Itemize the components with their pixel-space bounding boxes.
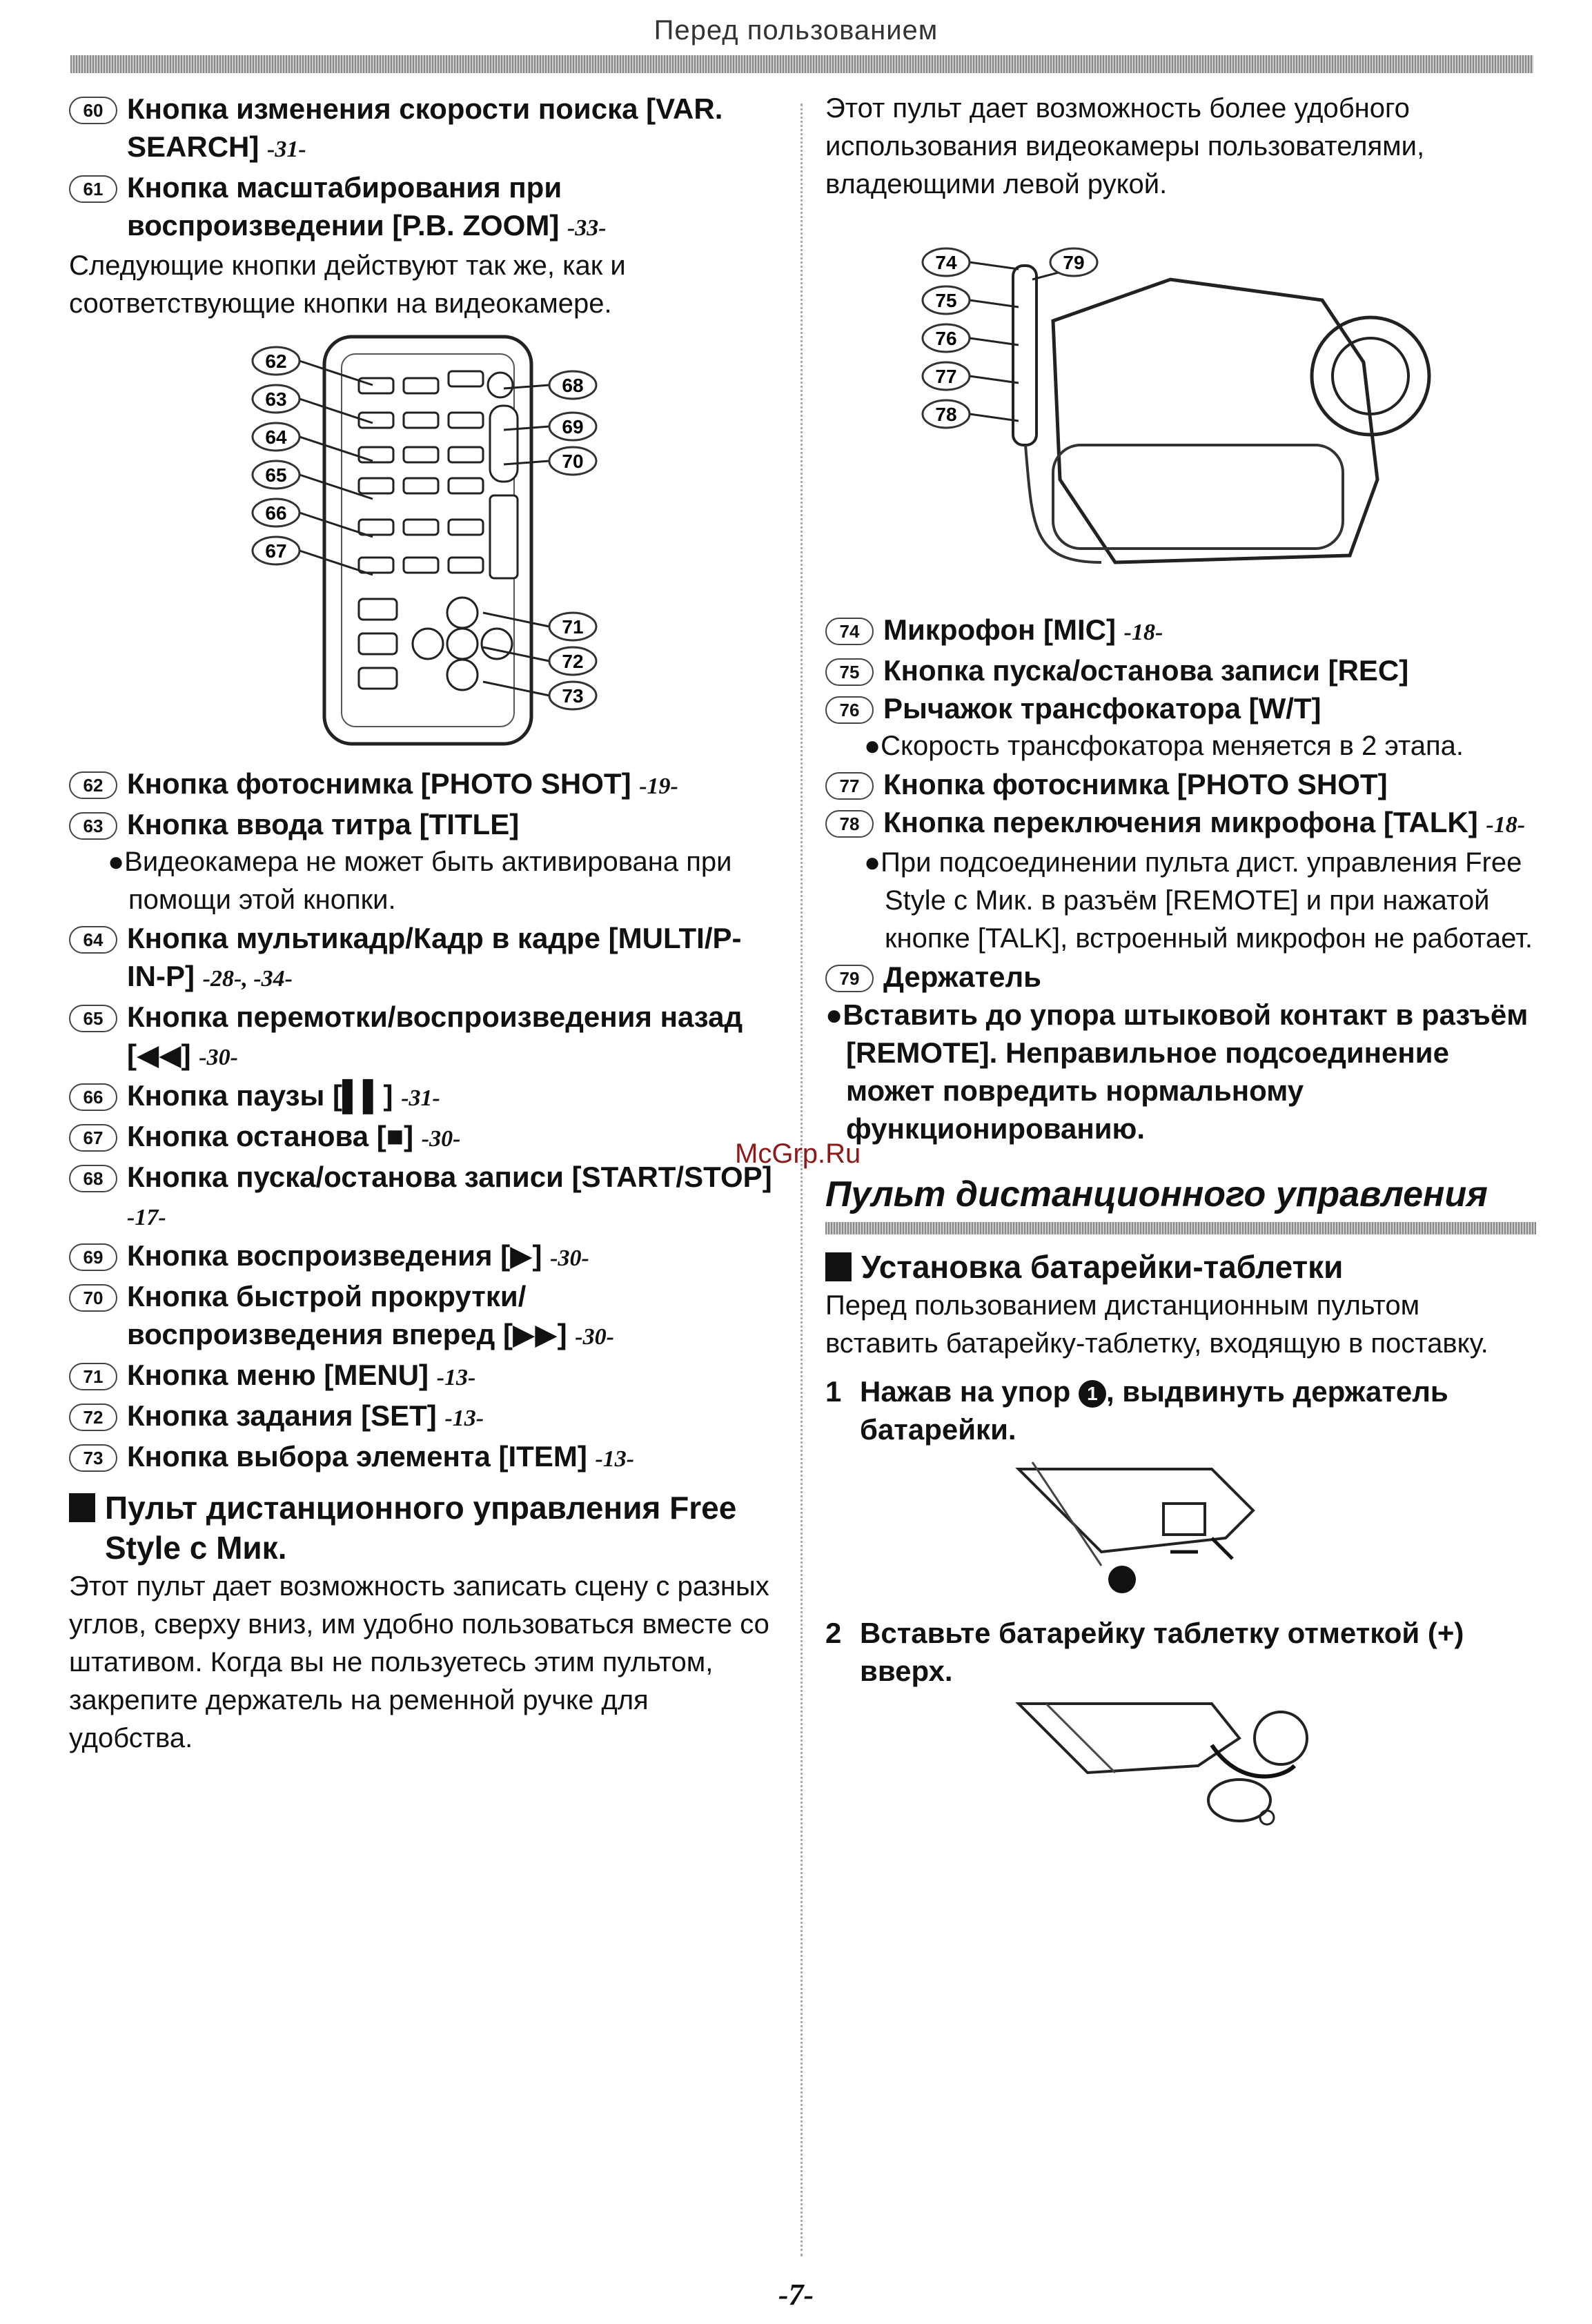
legend-item-60 (69, 90, 780, 168)
callout-74 (923, 248, 1019, 276)
bullet-note: ●Видеокамера не может быть активирована при помощи этой кнопки. (108, 847, 732, 915)
left-hand-intro: Этот пульт дает возможность более удобного использования видеокамеры пользователями, владеющими левой рукой. (825, 93, 1425, 199)
section-square-icon (69, 1493, 95, 1522)
callout-label: 66 (265, 502, 287, 524)
item-text: Кнопка фотоснимка [PHOTO SHOT] (883, 768, 1388, 800)
item-number-badge: 78 (825, 810, 874, 838)
watermark: McGrp.Ru (735, 1139, 861, 1169)
legend-item-68 (69, 1158, 780, 1237)
page-number: -7- (778, 2278, 814, 2312)
legend-item-65 (69, 998, 780, 1076)
page-reference: -30- (421, 1126, 461, 1152)
callout-label: 79 (1063, 252, 1085, 273)
legend-item-67 (69, 1117, 780, 1158)
left-top-items (69, 90, 780, 247)
free-style-section-title: Пульт дистанционного управления Free Style с Мик. (69, 1488, 780, 1568)
item-text: Кнопка паузы [▌▌] (127, 1079, 393, 1112)
callout-label: 70 (562, 451, 584, 472)
legend-item-76 (825, 689, 1536, 727)
item-number-badge: 60 (69, 97, 117, 124)
legend-item-66 (69, 1076, 780, 1117)
legend-item-70 (69, 1277, 780, 1356)
page-reference: -18- (1123, 620, 1163, 645)
callout-label: 63 (265, 388, 287, 410)
callout-75 (923, 286, 1019, 314)
callout-64 (253, 423, 373, 461)
step-2: 2 Вставьте батарейку таблетку отметкой (+) вверх. (825, 1617, 1464, 1687)
left-items (69, 765, 780, 1478)
free-style-section-text: Этот пульт дает возможность записать сцену с разных углов, сверху вниз, им удобно пользоваться вместе со штативом. Когда вы не пользуетесь этим пультом, закрепите держатель на ременной ручке для удобства. (69, 1571, 769, 1753)
legend-item-75 (825, 651, 1536, 689)
remote-control-figure (69, 323, 780, 765)
item-text: Кнопка останова [■] (127, 1120, 414, 1152)
callout-78 (923, 400, 1019, 428)
item-number-badge: 65 (69, 1005, 117, 1032)
callout-68 (504, 371, 596, 399)
right-items (825, 611, 1536, 996)
callout-label: 75 (935, 290, 957, 311)
item-number-badge: 71 (69, 1363, 117, 1390)
item-number-badge: 67 (69, 1124, 117, 1152)
item-text: Кнопка пуска/останова записи [REC] (883, 654, 1409, 687)
legend-item-61 (69, 168, 780, 247)
page-reference: -19- (639, 774, 678, 799)
item-number-badge: 70 (69, 1284, 117, 1312)
callout-65 (253, 461, 373, 499)
legend-item-71 (69, 1356, 780, 1397)
battery-section-title: Установка батарейки-таблетки (825, 1247, 1536, 1287)
callout-label: 62 (265, 351, 287, 372)
remote-main-title: Пульт дистанционного управления (825, 1174, 1488, 1214)
callout-label: 77 (935, 366, 957, 387)
callout-label: 65 (265, 464, 287, 486)
bullet-note: ●При подсоединении пульта дист. управления Free Style с Мик. в разъём [REMOTE] и при нажатой кнопке [TALK], встроенный микрофон не работает. (864, 847, 1533, 954)
camera-remote-figure (825, 238, 1536, 611)
right-column (825, 90, 1536, 1842)
battery-intro: Перед пользованием дистанционным пультом вставить батарейку-таблетку, входящую в поставку. (825, 1290, 1488, 1359)
callout-label: 72 (562, 651, 584, 672)
item-text: Кнопка перемотки/воспроизведения назад [◀◀] (127, 1001, 743, 1071)
callout-72 (483, 647, 596, 675)
legend-item-62 (69, 765, 780, 805)
item-text: Кнопка переключения микрофона [TALK] (883, 806, 1478, 838)
column-divider (800, 104, 803, 2256)
item-number-badge: 76 (825, 696, 874, 724)
legend-item-69 (69, 1237, 780, 1277)
legend-item-72 (69, 1397, 780, 1437)
page-reference: -33- (567, 215, 607, 241)
page-reference: -18- (1486, 812, 1526, 838)
item-number-badge: 74 (825, 618, 874, 645)
page-reference: -31- (267, 137, 306, 162)
callout-66 (253, 499, 373, 537)
legend-item-77 (825, 765, 1536, 803)
callout-label: 74 (935, 252, 957, 273)
item-text: Кнопка быстрой прокрутки/воспроизведения вперед [▶▶] (127, 1280, 567, 1350)
item-text: Кнопка выбора элемента [ITEM] (127, 1440, 587, 1473)
item-number-badge: 66 (69, 1083, 117, 1111)
page-reference: -30- (550, 1245, 589, 1271)
page-reference: -17- (127, 1205, 166, 1230)
page-reference: -28-, -34- (202, 966, 293, 992)
callout-label: 64 (265, 426, 287, 448)
item-text: Кнопка задания [SET] (127, 1399, 437, 1432)
section-square-icon (825, 1252, 852, 1281)
callout-label: 78 (935, 404, 957, 425)
legend-item-73 (69, 1437, 780, 1478)
item-number-badge: 68 (69, 1165, 117, 1192)
page-reference: -31- (401, 1085, 440, 1111)
callout-label: 71 (562, 616, 584, 638)
item-text: Микрофон [MIC] (883, 613, 1116, 646)
item-text: Кнопка ввода титра [TITLE] (127, 808, 520, 840)
item-text: Кнопка меню [MENU] (127, 1359, 429, 1391)
callout-label: 73 (562, 685, 584, 707)
item-text: Кнопка изменения скорости поиска [VAR. SEARCH] (127, 92, 723, 163)
item-text: Кнопка мультикадр/Кадр в кадре [MULTI/P-IN-P] (127, 922, 742, 992)
page-reference: -13- (436, 1365, 476, 1390)
callout-73 (483, 682, 596, 709)
legend-item-74 (825, 611, 1536, 651)
callout-79 (1032, 248, 1097, 279)
marker-1-icon: 1 (1079, 1380, 1106, 1408)
header-band (70, 55, 1533, 73)
item-number-badge: 77 (825, 772, 874, 800)
step-1: 1 Нажав на упор 1 , выдвинуть держатель батарейки. (825, 1375, 1448, 1446)
remote-connector-warning: ●Вставить до упора штыковой контакт в разъём [REMOTE]. Неправильное подсоединение может повредить нормальному функционированию. (825, 998, 1529, 1145)
item-text: Кнопка масштабирования при воспроизведении [P.B. ZOOM] (127, 171, 562, 242)
page-reference: -30- (199, 1045, 238, 1070)
callout-62 (253, 347, 373, 385)
callout-label: 68 (562, 375, 584, 396)
item-text: Рычажок трансфокатора [W/T] (883, 692, 1321, 725)
item-text: Держатель (883, 961, 1041, 993)
callout-77 (923, 362, 1019, 390)
page-reference: -30- (575, 1324, 614, 1350)
left-column (69, 90, 780, 1757)
callout-63 (253, 385, 373, 423)
legend-item-78 (825, 803, 1536, 844)
title-band (825, 1222, 1536, 1234)
page-reference: -13- (595, 1446, 635, 1472)
item-text: Кнопка воспроизведения [▶] (127, 1239, 542, 1272)
battery-step2-figure (825, 1690, 1536, 1842)
bullet-note: ●Скорость трансфокатора меняется в 2 этапа. (864, 731, 1464, 761)
legend-item-63 (69, 805, 780, 843)
item-number-badge: 73 (69, 1444, 117, 1472)
callout-76 (923, 324, 1019, 352)
callout-label: 69 (562, 416, 584, 437)
item-number-badge: 64 (69, 926, 117, 954)
item-number-badge: 69 (69, 1243, 117, 1271)
legend-item-79 (825, 958, 1536, 996)
item-number-badge: 72 (69, 1404, 117, 1431)
item-number-badge: 63 (69, 812, 117, 840)
callout-67 (253, 537, 373, 575)
page-header: Перед пользованием (653, 15, 939, 46)
item-number-badge: 62 (69, 771, 117, 799)
item-number-badge: 75 (825, 658, 874, 686)
item-text: Кнопка пуска/останова записи [START/STOP] (127, 1161, 772, 1193)
item-number-badge: 61 (69, 175, 117, 203)
item-text: Кнопка фотоснимка [PHOTO SHOT] (127, 767, 631, 800)
callout-label: 76 (935, 328, 957, 349)
remote-intro: Следующие кнопки действуют так же, как и соответствующие кнопки на видеокамере. (69, 250, 626, 319)
page-reference: -13- (444, 1406, 484, 1431)
battery-step1-figure (825, 1448, 1536, 1607)
callout-label: 67 (265, 540, 287, 562)
legend-item-64 (69, 919, 780, 998)
item-number-badge: 79 (825, 965, 874, 992)
